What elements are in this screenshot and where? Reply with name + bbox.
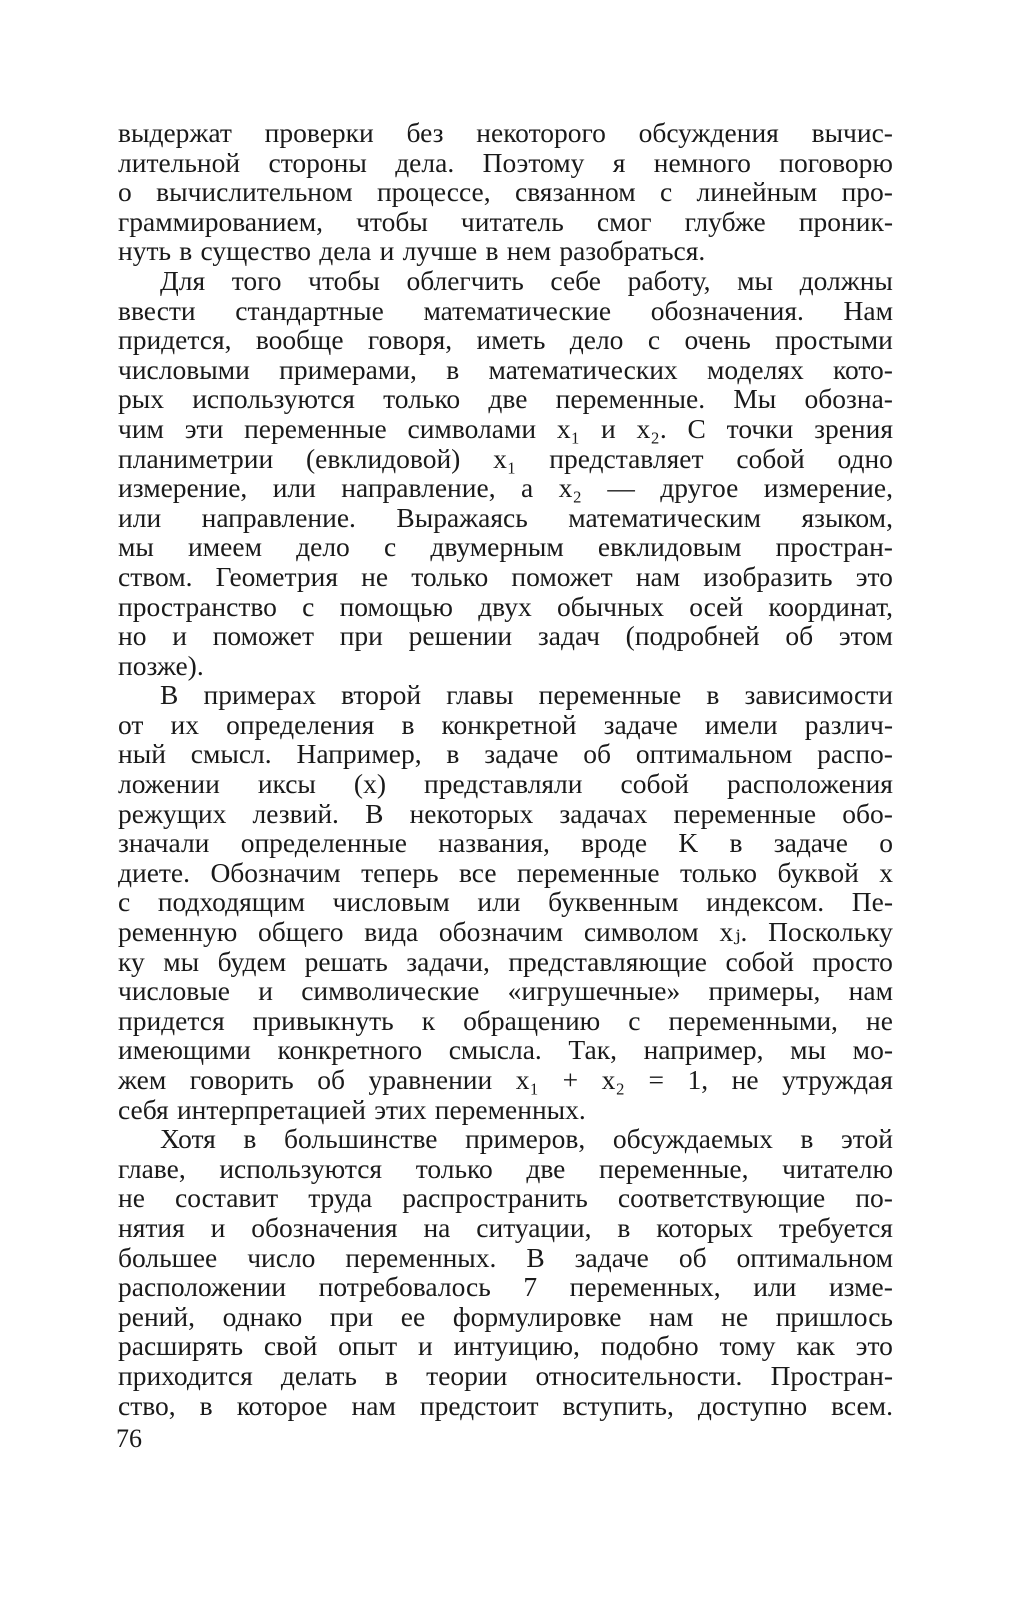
text-line: имеющими конкретного смысла. Так, например, мы мо- (118, 1034, 893, 1066)
text-line: себя интерпретацией этих переменных. (118, 1093, 586, 1125)
text-line: о вычислительном процессе, связанном с линейным про- (118, 176, 893, 208)
text-line: числовые и символические «игрушечные» примеры, нам (118, 975, 893, 1007)
text-line: большее число переменных. В задаче об оптимальном (118, 1241, 893, 1273)
text-line: диете. Обозначим теперь все переменные только буквой x (118, 856, 893, 888)
text-line: ввести стандартные математические обозначения. Нам (118, 294, 893, 326)
text-line: выдержат проверки без некоторого обсуждения вычис- (118, 117, 893, 148)
text-line: ременную общего вида обозначим символом xⱼ. Поскольку (118, 916, 893, 948)
text-line: придется привыкнуть к обращению с переменными, не (118, 1004, 893, 1036)
text-line: измерение, или направление, а x₂ — другое измерение, (118, 472, 893, 504)
page-body (118, 118, 893, 1420)
text-line: расширять свой опыт и интуицию, подобно тому как это (118, 1330, 893, 1362)
text-line: числовыми примерами, в математических моделях кото- (118, 353, 893, 385)
text-line: с подходящим числовым или буквенным индексом. Пе- (118, 886, 893, 918)
text-line: ку мы будем решать задачи, представляющие собой просто (118, 945, 893, 977)
text-line: позже). (118, 649, 204, 681)
text-line: нятия и обозначения на ситуации, в которых требуется (118, 1211, 893, 1243)
text-line: значали определенные названия, вроде K в задаче о (118, 827, 893, 859)
text-line: Для того чтобы облегчить себе работу, мы должны (160, 264, 893, 296)
text-line: или направление. Выражаясь математическим языком, (118, 501, 893, 533)
page-number: 76 (116, 1424, 142, 1453)
text-line: жем говорить об уравнении x₁ + x₂ = 1, не утруждая (118, 1064, 893, 1095)
text-line: мы имеем дело с двумерным евклидовым простран- (118, 531, 893, 563)
text-line: чим эти переменные символами x₁ и x₂. С точки зрения (118, 412, 893, 444)
text-line: В примерах второй главы переменные в зависимости (160, 679, 893, 711)
text-line: нуть в существо дела и лучше в нем разобраться. (118, 235, 706, 267)
text-line: но и поможет при решении задач (подробней об этом (118, 620, 893, 652)
text-line: ный смысл. Например, в задаче об оптимальном распо- (118, 738, 893, 770)
text-line: от их определения в конкретной задаче имели различ- (118, 708, 893, 740)
text-line: не составит труда распространить соответствующие по- (118, 1182, 893, 1214)
text-line: ством. Геометрия не только поможет нам изобразить это (118, 560, 893, 592)
text-line: ложении иксы (x) представляли собой расположения (118, 768, 893, 800)
text-line: пространство с помощью двух обычных осей координат, (118, 590, 893, 622)
text-line: расположении потребовалось 7 переменных, или изме- (118, 1271, 893, 1303)
text-line: Хотя в большинстве примеров, обсуждаемых в этой (160, 1123, 893, 1155)
text-line: режущих лезвий. В некоторых задачах переменные обо- (118, 797, 893, 829)
text-line: ство, в которое нам предстоит вступить, доступно всем. (118, 1389, 893, 1421)
text-line: граммированием, чтобы читатель смог глубже проник- (118, 205, 893, 237)
text-line: рых используются только две переменные. Мы обозна- (118, 383, 893, 415)
text-line: придется, вообще говоря, иметь дело с очень простыми (118, 324, 893, 356)
text-line: планиметрии (евклидовой) x₁ представляет собой одно (118, 442, 893, 474)
text-line: приходится делать в теории относительности. Простран- (118, 1359, 893, 1391)
text-line: лительной стороны дела. Поэтому я немного поговорю (118, 146, 893, 178)
text-line: главе, используются только две переменные, читателю (118, 1152, 893, 1184)
text-line: рений, однако при ее формулировке нам не пришлось (118, 1300, 893, 1332)
